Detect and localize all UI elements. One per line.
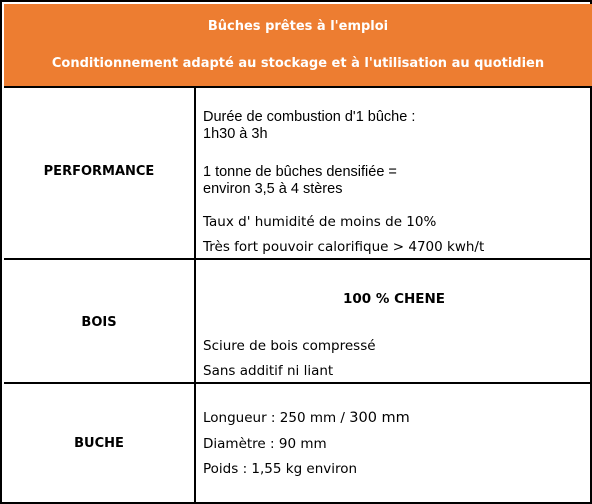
- row-label-performance: PERFORMANCE: [43, 164, 155, 179]
- combustion-duration-line1: Durée de combustion d'1 bûche :: [203, 109, 416, 125]
- wood-type-heading: 100 % CHENE: [342, 291, 446, 307]
- diameter-text: Diamètre : 90 mm: [203, 436, 327, 452]
- header-title: Bûches prêtes à l'emploi: [207, 19, 389, 34]
- row-divider-performance-bois: [4, 258, 592, 260]
- density-line2: environ 3,5 à 4 stères: [203, 181, 343, 197]
- weight-text: Poids : 1,55 kg environ: [203, 461, 358, 477]
- density-line1: 1 tonne de bûches densifiée =: [203, 164, 397, 180]
- row-label-buche: BUCHE: [74, 436, 124, 451]
- humidity-text: Taux d' humidité de moins de 10%: [203, 214, 437, 230]
- row-divider-top: [4, 86, 592, 88]
- combustion-duration-line2: 1h30 à 3h: [203, 126, 268, 142]
- table-header: [4, 4, 592, 86]
- wood-line1: Sciure de bois compressé: [203, 338, 376, 354]
- row-label-bois: BOIS: [81, 315, 117, 330]
- calorific-text: Très fort pouvoir calorifique > 4700 kwh/t: [203, 239, 485, 255]
- length-text: [203, 410, 410, 426]
- row-divider-bois-buche: [4, 382, 592, 384]
- header-subtitle: Conditionnement adapté au stockage et à l'utilisation au quotidien: [51, 56, 545, 71]
- wood-line2: Sans additif ni liant: [203, 363, 334, 379]
- length-bold-value: 300 mm: [349, 410, 410, 426]
- length-prefix: Longueur : 250 mm /: [203, 410, 350, 426]
